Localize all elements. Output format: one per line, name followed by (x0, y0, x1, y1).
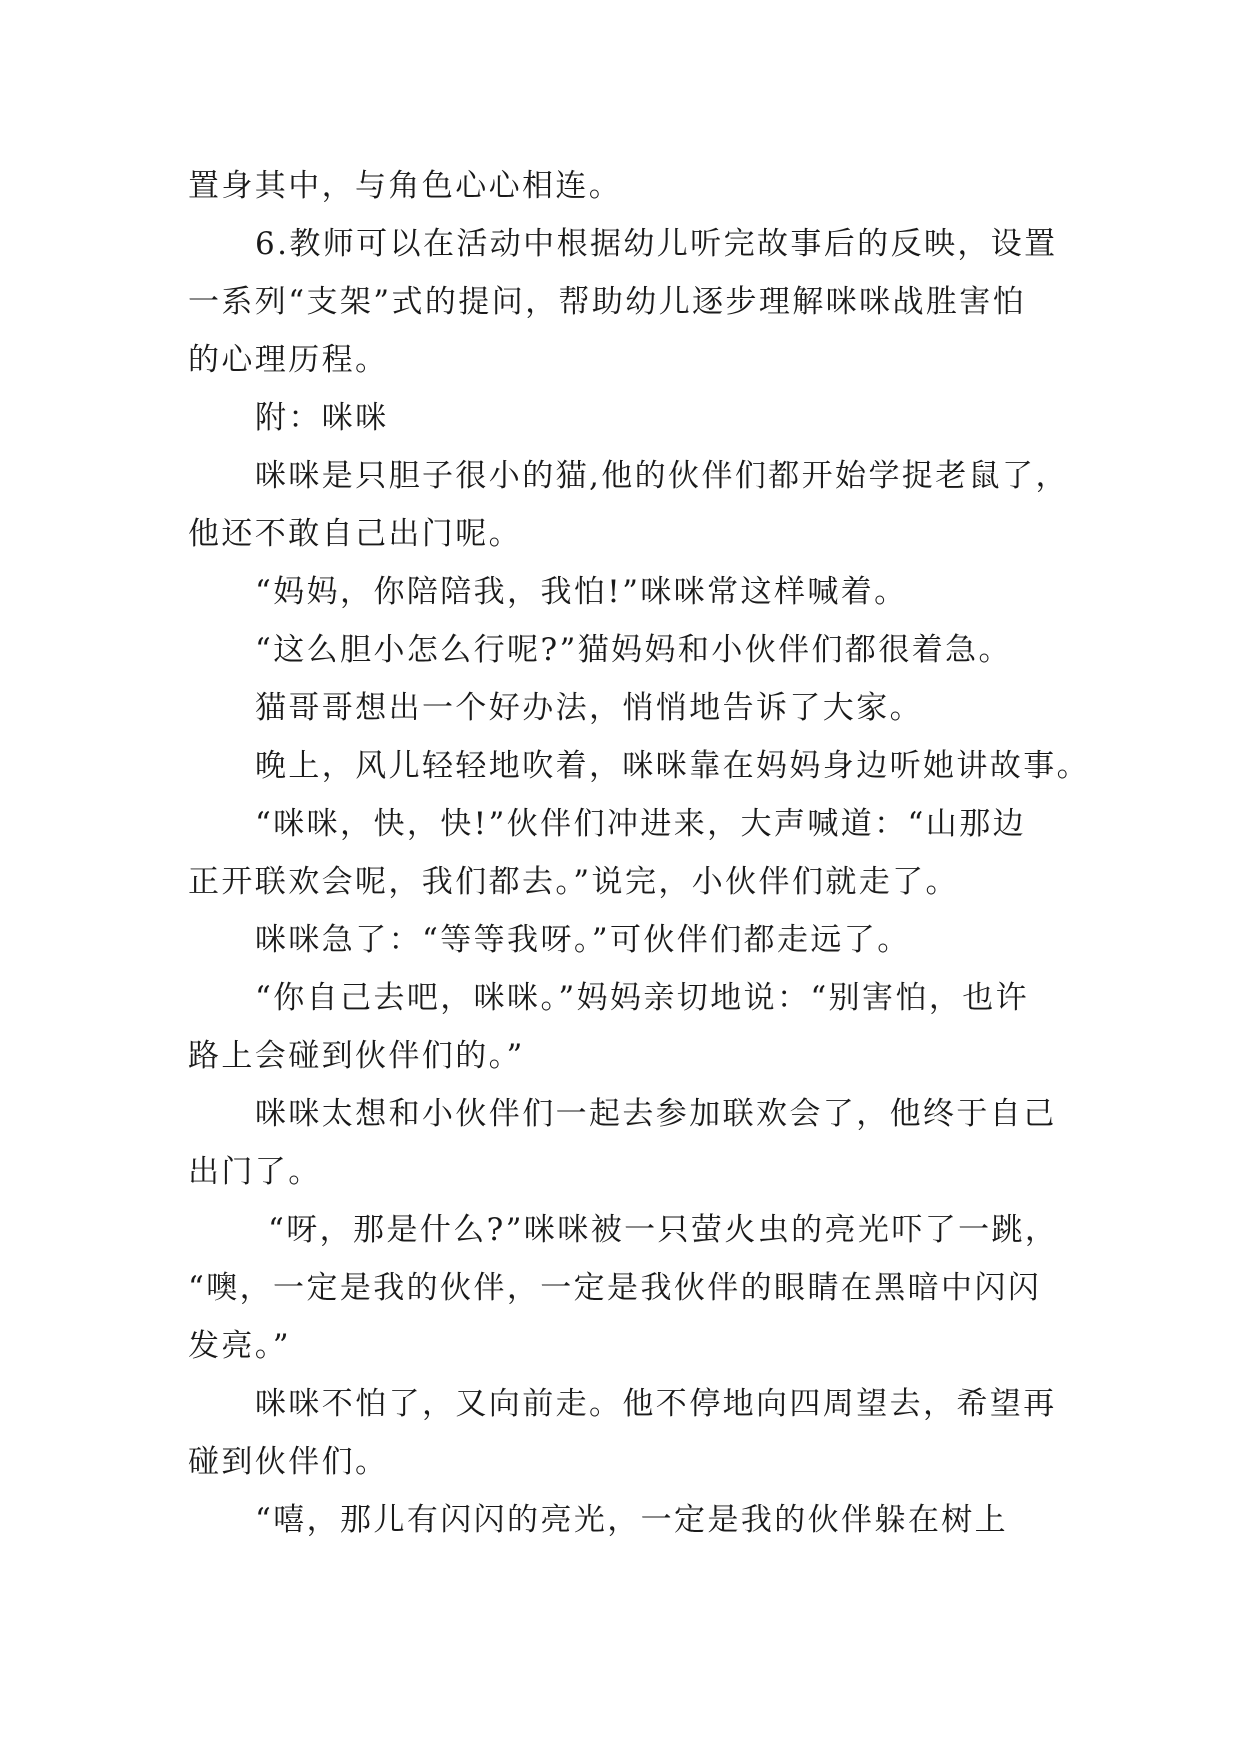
text-line: 他还不敢自己出门呢。 (188, 516, 522, 552)
text-line: 咪咪是只胆子很小的猫,他的伙伴们都开始学捉老鼠了， (255, 458, 1069, 494)
text-line: 路上会碰到伙伴们的。” (188, 1038, 525, 1074)
text-line: 的心理历程。 (188, 342, 389, 378)
section-heading: 附：咪咪 (255, 400, 389, 436)
text-line: 出门了。 (188, 1154, 322, 1190)
text-line: 咪咪太想和小伙伴们一起去参加联欢会了，他终于自己 (255, 1096, 1057, 1132)
text-line: “呀，那是什么?”咪咪被一只萤火虫的亮光吓了一跳， (268, 1212, 1059, 1248)
text-line: 碰到伙伴们。 (188, 1444, 389, 1480)
text-line: “噢，一定是我的伙伴，一定是我伙伴的眼睛在黑暗中闪闪 (188, 1270, 1042, 1306)
text-line: “咪咪，快，快!”伙伴们冲进来，大声喊道：“山那边 (255, 806, 1026, 842)
text-line: 咪咪不怕了，又向前走。他不停地向四周望去，希望再 (255, 1386, 1057, 1422)
text-line: “嘻，那儿有闪闪的亮光，一定是我的伙伴躲在树上 (255, 1502, 1009, 1538)
text-line: 置身其中，与角色心心相连。 (188, 168, 623, 204)
text-line: 晚上，风儿轻轻地吹着，咪咪靠在妈妈身边听她讲故事。 (255, 748, 1090, 784)
text-line: 一系列“支架”式的提问，帮助幼儿逐步理解咪咪战胜害怕 (188, 284, 1027, 320)
text-line: 咪咪急了：“等等我呀。”可伙伴们都走远了。 (255, 922, 911, 958)
text-line: “你自己去吧，咪咪。”妈妈亲切地说：“别害怕，也许 (255, 980, 1030, 1016)
text-line: “妈妈，你陪陪我，我怕!”咪咪常这样喊着。 (255, 574, 908, 610)
text-line: 发亮。” (188, 1328, 291, 1364)
text-line: 6.教师可以在活动中根据幼儿听完故事后的反映，设置 (255, 226, 1058, 262)
text-line: 正开联欢会呢，我们都去。”说完，小伙伴们就走了。 (188, 864, 959, 900)
text-line: 猫哥哥想出一个好办法，悄悄地告诉了大家。 (255, 690, 923, 726)
text-line: “这么胆小怎么行呢?”猫妈妈和小伙伴们都很着急。 (255, 632, 1012, 668)
